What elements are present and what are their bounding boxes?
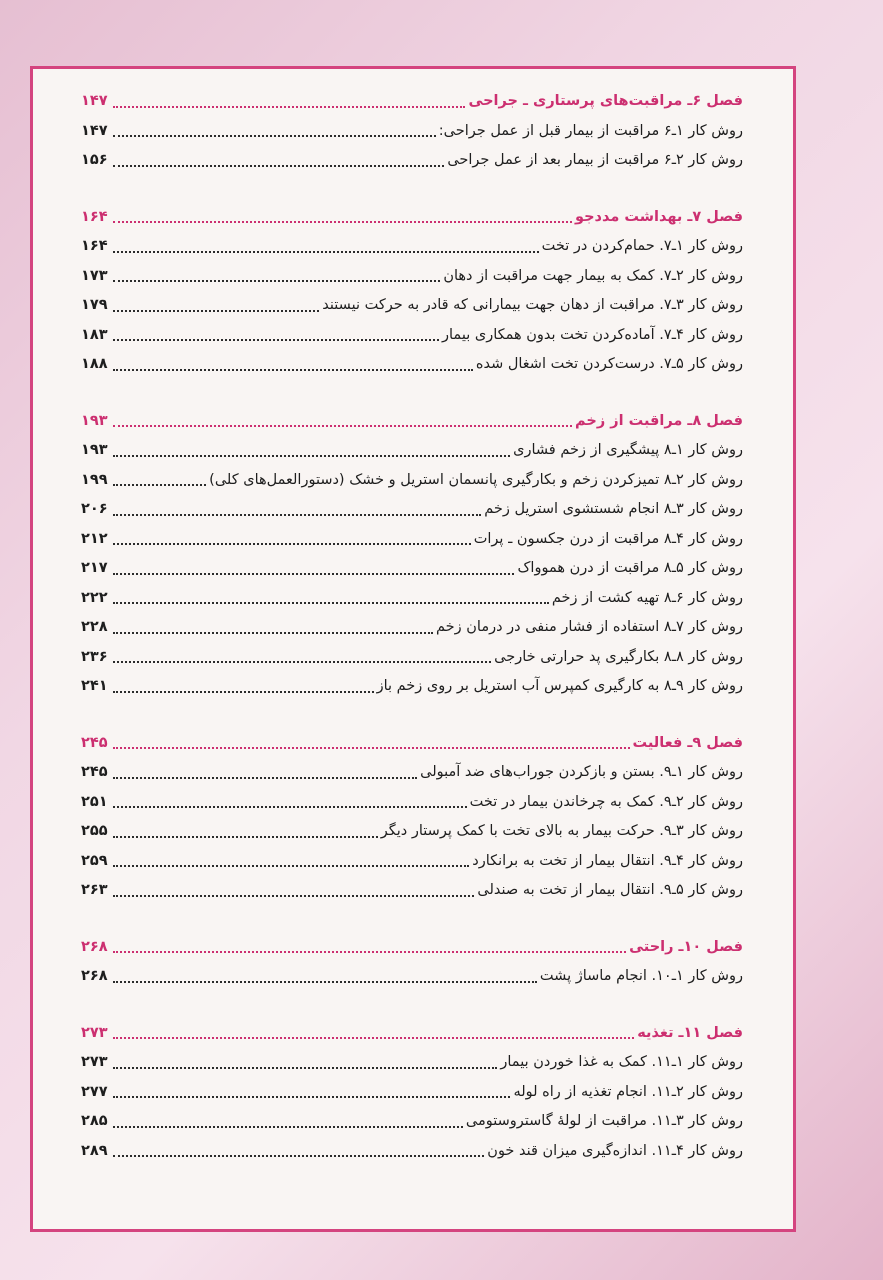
toc-entry[interactable]	[81, 758, 743, 788]
chapter-10	[81, 933, 743, 992]
page-number: ۲۵۱	[81, 793, 108, 810]
chapter-6	[81, 87, 743, 176]
dot-leader	[113, 1155, 484, 1157]
page-number: ۲۵۵	[81, 823, 108, 839]
dot-leader	[113, 981, 537, 983]
entry-title: روش کار ۱ـ۱۱. کمک به غذا خوردن بیمار	[500, 1054, 743, 1070]
page-number: ۱۸۸	[81, 356, 108, 372]
dot-leader	[113, 1037, 634, 1039]
entry-title: روش کار ۵ـ۷. درست‌کردن تخت اشغال شده	[475, 356, 743, 372]
page-number: ۲۳۶	[81, 648, 108, 665]
page-number: ۲۱۲	[81, 530, 108, 547]
entry-title: روش کار ۲ـ۸ تمیزکردن زخم و بکارگیری پانسمان استریل و خشک (دستورالعمل‌های کلی)	[209, 471, 743, 488]
page-number: ۱۶۴	[81, 238, 108, 254]
chapter-9	[81, 729, 743, 906]
dot-leader	[113, 661, 491, 663]
chapter-heading[interactable]	[81, 203, 743, 233]
dot-leader	[113, 251, 539, 253]
entry-title: روش کار ۱ـ۸ پیشگیری از زخم فشاری	[513, 442, 743, 458]
entry-title: روش کار ۱ـ۷. حمام‌کردن در تخت	[541, 238, 743, 254]
toc-entry[interactable]	[81, 672, 743, 702]
dot-leader	[113, 514, 481, 516]
book-page	[30, 66, 796, 1232]
dot-leader	[113, 573, 514, 575]
dot-leader	[113, 221, 572, 223]
page-number: ۲۶۳	[81, 882, 108, 898]
chapter-heading[interactable]	[81, 1019, 743, 1049]
entry-title: روش کار ۴ـ۹. انتقال بیمار از تخت به برانکارد	[472, 852, 743, 869]
toc-entry[interactable]	[81, 232, 743, 262]
chapter-title: فصل ۱۰ـ راحتی	[629, 938, 743, 955]
page-number: ۲۶۸	[81, 968, 108, 984]
chapter-title: فصل ۷ـ بهداشت مددجو	[575, 208, 743, 225]
entry-title: روش کار ۱ـ۹. بستن و بازکردن جوراب‌های ضد آمبولی	[420, 764, 743, 780]
dot-leader	[113, 369, 473, 371]
entry-title: روش کار ۹ـ۸ به کارگیری کمپرس آب استریل بر روی زخم باز	[376, 678, 743, 694]
page-number: ۱۹۳	[81, 442, 108, 458]
dot-leader	[113, 632, 433, 634]
page-number: ۱۹۳	[81, 412, 108, 429]
page-number: ۱۴۷	[81, 93, 108, 109]
toc-entry[interactable]	[81, 1137, 743, 1167]
toc-entry[interactable]	[81, 117, 743, 147]
toc-entry[interactable]	[81, 554, 743, 584]
toc-entry[interactable]	[81, 584, 743, 614]
entry-title: روش کار ۳ـ۱۱. مراقبت از لولهٔ گاستروستومی	[465, 1113, 743, 1129]
page-number: ۱۸۳	[81, 326, 108, 343]
entry-title: روش کار ۴ـ۷. آماده‌کردن تخت بدون همکاری بیمار	[442, 326, 743, 343]
dot-leader	[113, 165, 444, 167]
toc-entry[interactable]	[81, 262, 743, 292]
page-number: ۲۲۸	[81, 619, 108, 635]
page-number: ۱۷۳	[81, 267, 108, 284]
chapter-heading[interactable]	[81, 729, 743, 759]
page-number: ۱۴۷	[81, 122, 108, 139]
chapter-title: فصل ۹ـ فعالیت	[632, 734, 743, 751]
dot-leader	[113, 747, 630, 749]
entry-title: روش کار ۳ـ۹. حرکت بیمار به بالای تخت با کمک پرستار دیگر	[380, 823, 743, 839]
toc-entry[interactable]	[81, 466, 743, 496]
entry-title: روش کار ۲ـ۷. کمک به بیمار جهت مراقبت از دهان	[443, 267, 743, 284]
toc-entry[interactable]	[81, 788, 743, 818]
dot-leader	[113, 310, 319, 312]
chapter-heading[interactable]	[81, 407, 743, 437]
toc-entry[interactable]	[81, 495, 743, 525]
entry-title: روش کار ۴ـ۱۱. اندازه‌گیری میزان قند خون	[487, 1142, 743, 1159]
chapter-title: فصل ۱۱ـ تغذیه	[637, 1024, 743, 1041]
dot-leader	[113, 806, 467, 808]
entry-title: روش کار ۱ـ۱۰. انجام ماساژ پشت	[539, 968, 743, 984]
page-number: ۱۶۴	[81, 208, 108, 225]
entry-title: روش کار ۳ـ۸ انجام شستشوی استریل زخم	[484, 501, 743, 517]
dot-leader	[113, 602, 549, 604]
chapter-title: فصل ۸ـ مراقبت از زخم	[575, 412, 743, 429]
toc-entry[interactable]	[81, 146, 743, 176]
page-number: ۲۴۱	[81, 678, 108, 694]
entry-title: روش کار ۴ـ۸ مراقبت از درن جکسون ـ پرات	[473, 530, 743, 547]
toc-entry[interactable]	[81, 1048, 743, 1078]
page-number: ۲۱۷	[81, 560, 108, 576]
dot-leader	[113, 1096, 510, 1098]
entry-title: روش کار ۵ـ۹. انتقال بیمار از تخت به صندلی	[477, 882, 743, 898]
table-of-contents	[81, 87, 743, 1193]
dot-leader	[113, 895, 474, 897]
page-number: ۱۵۶	[81, 152, 108, 168]
dot-leader	[113, 691, 374, 693]
dot-leader	[113, 865, 469, 867]
dot-leader	[113, 1067, 497, 1069]
toc-entry[interactable]	[81, 436, 743, 466]
entry-title: روش کار ۷ـ۸ استفاده از فشار منفی در درمان زخم	[436, 619, 743, 635]
chapter-7	[81, 203, 743, 380]
page-number: ۲۶۸	[81, 938, 108, 955]
toc-entry[interactable]	[81, 847, 743, 877]
dot-leader	[113, 777, 417, 779]
chapter-heading[interactable]	[81, 87, 743, 117]
page-number: ۲۴۵	[81, 764, 108, 780]
page-number: ۲۷۳	[81, 1024, 108, 1041]
entry-title: روش کار ۳ـ۷. مراقبت از دهان جهت بیمارانی که قادر به حرکت نیستند	[322, 297, 743, 313]
toc-entry[interactable]	[81, 321, 743, 351]
toc-entry[interactable]	[81, 962, 743, 992]
page-number: ۱۷۹	[81, 297, 108, 313]
entry-title: روش کار ۱ـ۶ مراقبت از بیمار قبل از عمل جراحی:	[438, 122, 743, 139]
page-number: ۲۸۹	[81, 1142, 108, 1159]
chapter-11	[81, 1019, 743, 1167]
dot-leader	[113, 455, 510, 457]
entry-title: روش کار ۵ـ۸ مراقبت از درن هموواک	[517, 560, 743, 576]
toc-entry[interactable]	[81, 350, 743, 380]
entry-title: روش کار ۲ـ۶ مراقبت از بیمار بعد از عمل جراحی	[447, 152, 743, 168]
toc-entry[interactable]	[81, 643, 743, 673]
dot-leader	[113, 1126, 463, 1128]
page-number: ۲۷۳	[81, 1054, 108, 1070]
entry-title: روش کار ۲ـ۱۱. انجام تغذیه از راه لوله	[513, 1083, 743, 1100]
toc-entry[interactable]	[81, 1078, 743, 1108]
chapter-title: فصل ۶ـ مراقبت‌های پرستاری ـ جراحی	[468, 93, 743, 109]
dot-leader	[113, 951, 626, 953]
toc-entry[interactable]	[81, 613, 743, 643]
chapter-8	[81, 407, 743, 702]
entry-title: روش کار ۸ـ۸ بکارگیری پد حرارتی خارجی	[494, 648, 743, 665]
page-number: ۱۹۹	[81, 471, 108, 488]
toc-entry[interactable]	[81, 525, 743, 555]
page-number: ۲۴۵	[81, 734, 108, 751]
entry-title: روش کار ۲ـ۹. کمک به چرخاندن بیمار در تخت	[469, 793, 743, 810]
page-number: ۲۵۹	[81, 852, 108, 869]
toc-entry[interactable]	[81, 291, 743, 321]
page-number: ۲۸۵	[81, 1113, 108, 1129]
toc-entry[interactable]	[81, 1107, 743, 1137]
dot-leader	[113, 106, 465, 108]
dot-leader	[113, 425, 572, 427]
page-number: ۲۰۶	[81, 501, 108, 517]
dot-leader	[113, 836, 378, 838]
chapter-heading[interactable]	[81, 933, 743, 963]
dot-leader	[113, 339, 439, 341]
dot-leader	[113, 484, 206, 486]
dot-leader	[113, 543, 471, 545]
dot-leader	[113, 280, 440, 282]
page-number: ۲۲۲	[81, 589, 108, 606]
toc-entry[interactable]	[81, 876, 743, 906]
page-number: ۲۷۷	[81, 1083, 108, 1100]
entry-title: روش کار ۶ـ۸ تهیه کشت از زخم	[551, 589, 743, 606]
toc-entry[interactable]	[81, 817, 743, 847]
dot-leader	[113, 135, 436, 137]
